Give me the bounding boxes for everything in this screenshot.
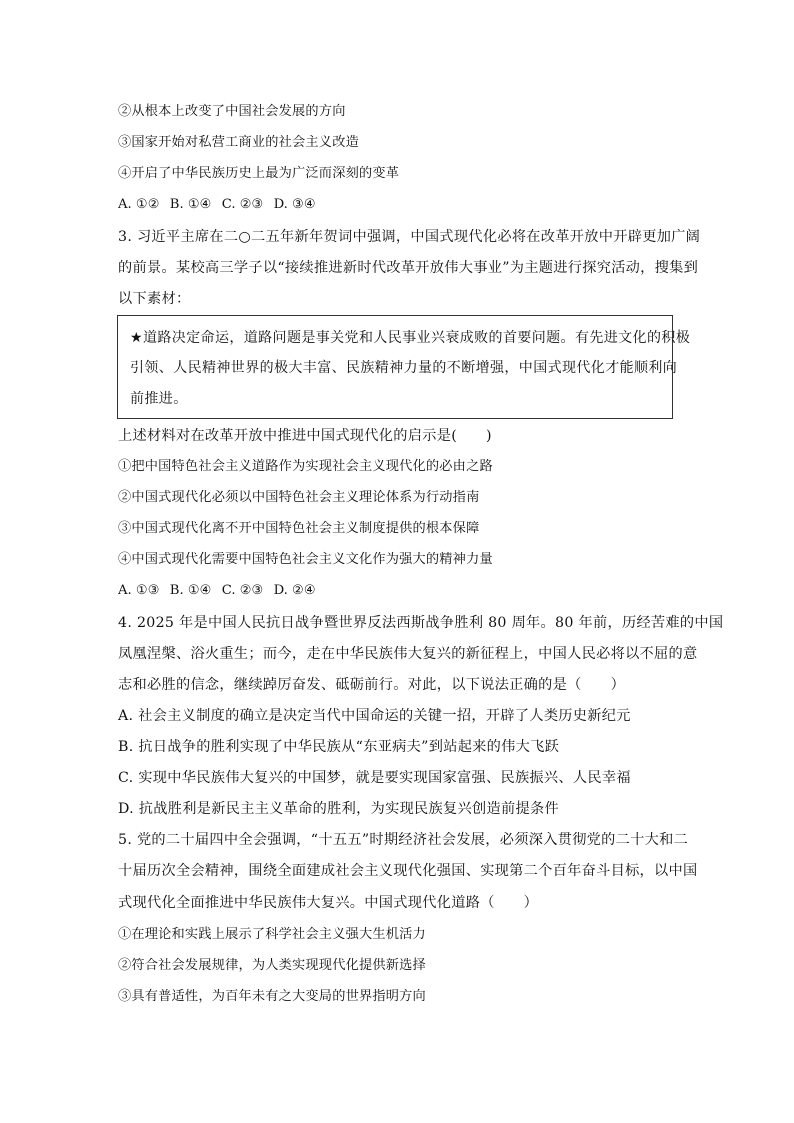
q3-option-a: A. ①③	[118, 583, 160, 598]
q5-item-1: ①在理论和实践上展示了科学社会主义强大生机活力	[118, 927, 426, 942]
q2-option-a: A. ①②	[118, 197, 160, 212]
q3-item-2: ②中国式现代化必须以中国特色社会主义理论体系为行动指南	[118, 490, 480, 505]
q3-question: 上述材料对在改革开放中推进中国式现代化的启示是( )	[118, 428, 492, 444]
q3-material-line-2: 引领、人民精神世界的极大丰富、民族精神力量的不断增强，中国式现代化才能顺利向	[130, 360, 678, 376]
q3-item-1: ①把中国特色社会主义道路作为实现社会主义现代化的必由之路	[118, 459, 493, 474]
q4-choice-d: D. 抗战胜利是新民主主义革命的胜利，为实现民族复兴创造前提条件	[118, 801, 559, 817]
q3-option-c: C. ②③	[221, 583, 264, 598]
q3-item-4: ④中国式现代化需要中国特色社会主义文化作为强大的精神力量	[118, 552, 493, 567]
q3-stem-line-1: 3. 习近平主席在二○二五年新年贺词中强调，中国式现代化必将在改革开放中开辟更加广阔	[118, 229, 701, 245]
q2-option-b: B. ①④	[169, 197, 212, 212]
q4-stem-line-3: 志和必胜的信念，继续踔厉奋发、砥砺前行。对此，以下说法正确的是（ ）	[118, 677, 626, 693]
q5-stem-line-2: 十届历次全会精神，围绕全面建成社会主义现代化强国、实现第二个百年奋斗目标，以中国	[118, 863, 698, 879]
q3-option-d: D. ②④	[273, 583, 316, 598]
q3-option-b: B. ①④	[169, 583, 212, 598]
q4-stem-line-1: 4. 2025 年是中国人民抗日战争暨世界反法西斯战争胜利 80 周年。80 年前，历经苦难的中国	[118, 615, 724, 631]
q4-choice-a: A. 社会主义制度的确立是决定当代中国命运的关键一招，开辟了人类历史新纪元	[118, 708, 631, 724]
q2-item-3: ③国家开始对私营工商业的社会主义改造	[118, 135, 359, 150]
q2-option-c: C. ②③	[221, 197, 264, 212]
q5-stem-line-1: 5. 党的二十届四中全会强调，“十五五”时期经济社会发展，必须深入贯彻党的二十大和二	[118, 832, 689, 848]
q4-stem-line-2: 凤凰涅槃、浴火重生；而今，走在中华民族伟大复兴的新征程上，中国人民必将以不屈的意	[118, 646, 698, 662]
q5-stem-line-3: 式现代化全面推进中华民族伟大复兴。中国式现代化道路（ ）	[118, 895, 539, 911]
q4-choice-c: C. 实现中华民族伟大复兴的中国梦，就是要实现国家富强、民族振兴、人民幸福	[118, 770, 631, 786]
q3-material-box	[117, 315, 691, 419]
q4-choice-b: B. 抗日战争的胜利实现了中华民族从“东亚病夫”到站起来的伟大飞跃	[118, 739, 560, 755]
q3-stem-line-2: 的前景。某校高三学子以“接续推进新时代改革开放伟大事业”为主题进行探究活动，搜集到	[118, 260, 699, 276]
q2-options	[118, 196, 322, 214]
q3-stem-line-3: 以下素材：	[118, 291, 191, 307]
q2-option-d: D. ③④	[273, 197, 316, 212]
q3-material-line-1: ★道路决定命运，道路问题是事关党和人民事业兴衰成败的首要问题。有先进文化的积极	[130, 330, 691, 346]
q2-item-2: ②从根本上改变了中国社会发展的方向	[118, 104, 346, 119]
q2-item-4: ④开启了中华民族历史上最为广泛而深刻的变革	[118, 166, 400, 181]
q3-material-line-3: 前推进。	[130, 391, 188, 407]
q3-item-3: ③中国式现代化离不开中国特色社会主义制度提供的根本保障	[118, 521, 480, 536]
q5-item-2: ②符合社会发展规律，为人类实现现代化提供新选择	[118, 958, 426, 973]
q3-options	[118, 582, 322, 600]
q5-item-3: ③具有普适性，为百年未有之大变局的世界指明方向	[118, 989, 426, 1004]
